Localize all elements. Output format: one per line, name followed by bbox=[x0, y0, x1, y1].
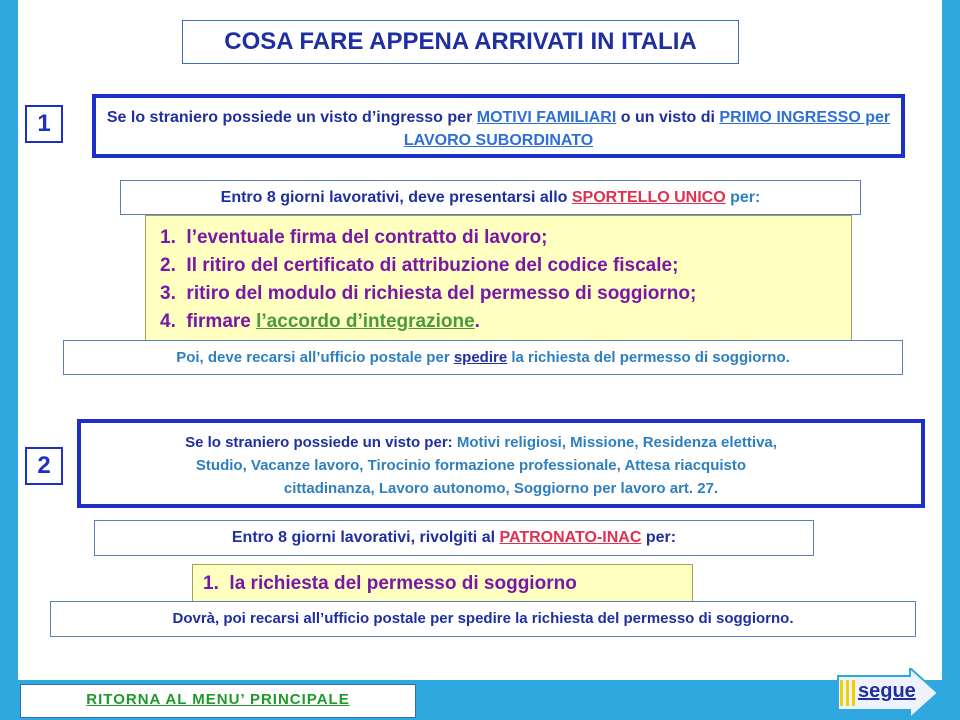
next-button-label: segue bbox=[858, 680, 916, 702]
section1-visa-prefix: Se lo straniero possiede un visto d’ingresso per bbox=[106, 109, 473, 126]
link-accordo-integrazione[interactable]: l’accordo d’integrazione bbox=[256, 311, 475, 332]
step-text: ritiro del modulo di richiesta del permesso di soggiorno; bbox=[186, 283, 697, 304]
section2-deadline-suffix: per: bbox=[645, 529, 677, 546]
page-title: COSA FARE APPENA ARRIVATI IN ITALIA bbox=[182, 20, 739, 64]
section2-visa-line1 bbox=[41, 431, 921, 454]
next-button[interactable] bbox=[836, 668, 940, 718]
link-motivi-familiari[interactable]: MOTIVI FAMILIARI bbox=[476, 109, 617, 126]
section2-visa-prefix: Se lo straniero possiede un visto per: bbox=[185, 434, 453, 451]
step-number: 4. bbox=[160, 311, 176, 332]
list-item bbox=[160, 280, 851, 308]
list-item bbox=[203, 571, 692, 597]
step-number: 1. bbox=[160, 227, 176, 248]
section1-visa-mid: o un visto di bbox=[620, 109, 715, 126]
step-text: firmare bbox=[186, 311, 251, 332]
section2-steps-list bbox=[192, 564, 693, 602]
section1-visa-box bbox=[92, 94, 905, 158]
section2-visa-list: Motivi religiosi, Missione, Residenza elettiva, bbox=[456, 434, 777, 451]
section2-visa-box bbox=[77, 419, 925, 508]
section2-visa-line3: cittadinanza, Lavoro autonomo, Soggiorno per lavoro art. 27. bbox=[283, 480, 719, 497]
link-spedire[interactable]: spedire bbox=[453, 349, 508, 366]
section2-deadline-box bbox=[94, 520, 814, 556]
link-primo-ingresso[interactable]: PRIMO INGRESSO per LAVORO SUBORDINATO bbox=[403, 109, 891, 149]
section2-deadline-prefix: Entro 8 giorni lavorativi, rivolgiti al bbox=[231, 529, 496, 546]
step-number: 1. bbox=[203, 573, 219, 594]
step-text: Il ritiro del certificato di attribuzione del codice fiscale; bbox=[186, 255, 679, 276]
link-sportello-unico[interactable]: SPORTELLO UNICO bbox=[571, 189, 726, 206]
frame-left bbox=[0, 0, 18, 720]
frame-right bbox=[942, 0, 960, 720]
step-text: l’eventuale firma del contratto di lavoro; bbox=[186, 227, 548, 248]
step-number: 3. bbox=[160, 283, 176, 304]
section1-steps-list bbox=[145, 215, 852, 343]
list-item bbox=[160, 224, 851, 252]
step-end: . bbox=[474, 311, 480, 332]
step-number: 2. bbox=[160, 255, 176, 276]
section2-post-box: Dovrà, poi recarsi all’ufficio postale per spedire la richiesta del permesso di soggiorno. bbox=[50, 601, 916, 637]
list-item bbox=[160, 308, 851, 336]
section-number-2: 2 bbox=[25, 447, 63, 485]
section2-visa-line2: Studio, Vacanze lavoro, Tirocinio formazione professionale, Attesa riacquisto bbox=[195, 457, 747, 474]
section1-post-prefix: Poi, deve recarsi all’ufficio postale per bbox=[176, 349, 450, 366]
list-item bbox=[160, 252, 851, 280]
section1-deadline-box bbox=[120, 180, 861, 215]
section1-deadline-prefix: Entro 8 giorni lavorativi, deve presentarsi allo bbox=[220, 189, 568, 206]
step-text: la richiesta del permesso di soggiorno bbox=[229, 573, 577, 594]
section1-deadline-suffix: per: bbox=[730, 189, 761, 206]
link-patronato-inac[interactable]: PATRONATO-INAC bbox=[499, 529, 642, 546]
section-number-1: 1 bbox=[25, 105, 63, 143]
section1-post-box bbox=[63, 340, 903, 375]
section1-post-suffix: la richiesta del permesso di soggiorno. bbox=[511, 349, 790, 366]
return-to-main-menu-button[interactable]: RITORNA AL MENU’ PRINCIPALE bbox=[20, 684, 416, 718]
